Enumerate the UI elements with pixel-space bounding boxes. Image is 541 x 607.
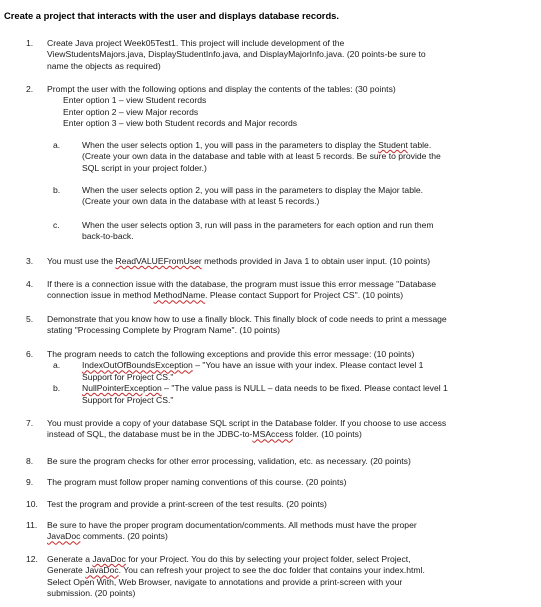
item-text <box>47 477 491 488</box>
text-line: The program needs to catch the following exceptions and provide this error message: (10 points) <box>47 349 415 359</box>
text-run: Generate a <box>47 554 93 564</box>
text-line: Support for Project CS." <box>82 394 174 405</box>
text-line: Prompt the user with the following options and display the contents of the tables: (30 points) <box>47 84 396 94</box>
sub-letter: a. <box>53 360 61 371</box>
spelling-flagged-word: ReadVALUEFromUser <box>115 256 202 266</box>
text-line: Be sure the program checks for other error processing, validation, etc. as necessary. (20 points) <box>47 456 411 466</box>
spelling-flagged-word: JavaDoc <box>47 531 81 542</box>
item-text <box>47 84 491 130</box>
sub-text <box>82 220 491 243</box>
option-line: Enter option 2 – view Major records <box>63 106 199 117</box>
item-number: 9. <box>26 477 34 487</box>
item-text <box>47 279 491 302</box>
item-text <box>47 554 491 600</box>
item-number: 1. <box>26 38 34 48</box>
text-line: back-to-back. <box>82 231 134 242</box>
sub-letter: b. <box>53 383 61 394</box>
sub-item-6a <box>47 360 491 383</box>
text-run: folder. (10 points) <box>293 429 362 440</box>
item-text <box>47 256 491 267</box>
text-line <box>47 531 491 542</box>
option-line: Enter option 1 – view Student records <box>63 95 207 106</box>
text-run: instead of SQL, the database must be in the JDBC-to- <box>47 429 253 440</box>
text-run: Generate <box>47 565 86 576</box>
text-line <box>47 290 491 301</box>
text-run: You must use the <box>47 256 116 266</box>
text-line: SQL script in your project folder.) <box>82 162 207 173</box>
sub-item <box>47 140 491 174</box>
item-text <box>47 499 491 510</box>
text-line: Test the program and provide a print-screen of the test results. (20 points) <box>47 499 327 509</box>
text-run: table. <box>407 140 432 150</box>
item-number: 8. <box>26 456 34 466</box>
item-number: 10. <box>26 499 38 509</box>
text-line: You must provide a copy of your database SQL script in the Database folder. If you choose to use access <box>47 418 447 428</box>
spelling-flagged-word: NullPointerException <box>82 383 162 394</box>
text-run: connection issue in method <box>47 290 154 301</box>
item-number: 12. <box>26 554 38 564</box>
text-line <box>82 360 491 371</box>
option-line: Enter option 3 – view both Student records and Major records <box>63 118 298 129</box>
spelling-flagged-word: JavaDoc <box>85 565 119 576</box>
text-line: When the user selects option 3, run will pass in the parameters for each option and run them <box>82 220 434 230</box>
text-line: (Create your own data in the database and table with at least 5 records. Be sure to provide the <box>82 151 441 162</box>
item-number: 6. <box>26 349 34 359</box>
item-text <box>47 314 491 337</box>
item-text <box>47 520 491 543</box>
spelling-flagged-word: IndexOutOfBoundsException <box>82 360 193 371</box>
text-line: Demonstrate that you know how to use a finally block. This finally block of code needs to print a message <box>47 314 447 324</box>
text-line: Select Open With, Web Browser, navigate to annotations and provide a print-screen with your <box>47 576 403 587</box>
sub-text <box>82 383 491 406</box>
text-line: (Create your own data in the database with at least 5 records.) <box>82 196 320 207</box>
text-line <box>47 554 491 565</box>
assignment-title: Create a project that interacts with the user and displays database records. <box>4 10 340 21</box>
text-line: When the user selects option 2, you will pass in the parameters to display the Major table. <box>82 185 424 195</box>
text-line: Be sure to have the proper program documentation/comments. All methods must have the proper <box>47 520 417 530</box>
sub-item-body <box>47 140 491 174</box>
text-line <box>47 256 491 267</box>
sub-item-6b <box>47 383 491 406</box>
text-run: . Please contact Support for Project CS". (10 points) <box>205 290 404 301</box>
text-run: – "You have an issue with your index. Please contact level 1 <box>192 360 424 371</box>
item-number: 2. <box>26 84 34 94</box>
sub-text <box>82 185 491 208</box>
sub-text <box>82 140 491 174</box>
text-line: If there is a connection issue with the database, the program must issue this error message "Database <box>47 279 437 289</box>
text-line <box>82 383 491 394</box>
text-run: for your Project. You do this by selecting your project folder, select Project, <box>125 554 411 564</box>
option-list <box>47 95 491 129</box>
sub-item <box>47 220 491 243</box>
text-line: Create Java project Week05Test1. This project will include development of the <box>47 38 345 48</box>
text-line <box>82 140 491 151</box>
text-run: – "The value pass is NULL – data needs to be fixed. Please contact level 1 <box>161 383 448 394</box>
text-run: methods provided in Java 1 to obtain user input. (10 points) <box>201 256 431 266</box>
text-line: stating "Processing Complete by Program Name". (10 points) <box>47 325 280 336</box>
text-line <box>47 565 491 576</box>
spelling-flagged-word: JavaDoc <box>92 554 126 564</box>
sub-letter: a. <box>53 140 61 150</box>
text-line: ViewStudentsMajors.java, DisplayStudentInfo.java, and DisplayMajorInfo.java. (20 points-be sure to <box>47 49 426 60</box>
sub-item-body <box>47 220 491 243</box>
text-line: The program must follow proper naming conventions of this course. (20 points) <box>47 477 347 487</box>
sub-item <box>47 185 491 208</box>
sub-text <box>82 360 491 383</box>
item-text <box>47 456 491 467</box>
item-number: 7. <box>26 418 34 428</box>
item-text <box>47 38 491 72</box>
text-run: . You can refresh your project to see the doc folder that contains your index.html. <box>118 565 425 576</box>
spelling-flagged-word: MSAccess <box>252 429 294 440</box>
item-text <box>47 418 491 441</box>
item-number: 3. <box>26 256 34 266</box>
item-text <box>47 349 491 406</box>
sub-item-body <box>47 185 491 208</box>
item-number: 11. <box>26 520 38 530</box>
item-number: 4. <box>26 279 34 289</box>
spelling-flagged-word: MethodName <box>153 290 206 301</box>
text-line: submission. (20 points) <box>47 588 136 599</box>
sub-letter: b. <box>53 185 61 195</box>
text-line <box>47 429 491 440</box>
text-run: comments. (20 points) <box>80 531 168 542</box>
text-run: When the user selects option 1, you will pass in the parameters to display the <box>82 140 379 150</box>
spelling-flagged-word: Student <box>378 140 408 150</box>
sub-letter: c. <box>53 220 60 230</box>
item-number: 5. <box>26 314 34 324</box>
text-line: Support for Project CS." <box>82 371 174 382</box>
text-line: name the objects as required) <box>47 60 161 71</box>
